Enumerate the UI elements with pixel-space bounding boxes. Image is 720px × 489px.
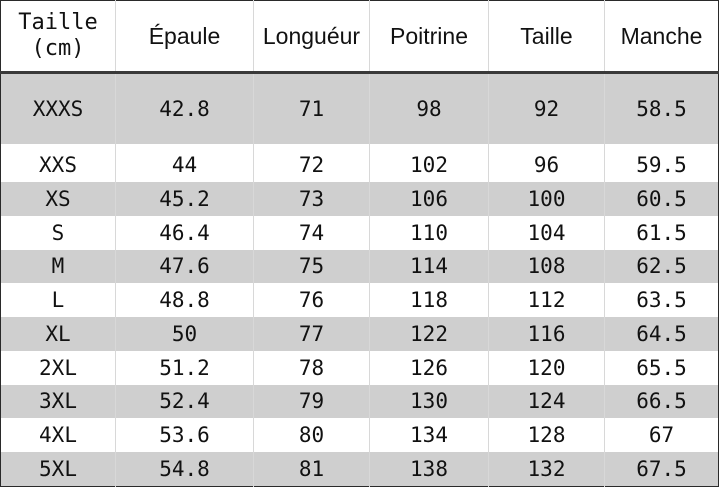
table-row <box>1 283 719 317</box>
header-size <box>1 1 116 73</box>
cell-sleeve: 63.5 <box>605 283 719 317</box>
cell-size: 4XL <box>1 418 116 452</box>
table-row <box>1 73 719 145</box>
cell-sleeve: 67 <box>605 418 719 452</box>
cell-chest: 134 <box>370 418 489 452</box>
cell-shoulder: 51.2 <box>116 351 254 385</box>
cell-sleeve: 67.5 <box>605 452 719 486</box>
header-size-unit: (cm) <box>31 36 85 61</box>
cell-chest: 118 <box>370 283 489 317</box>
cell-size: XXS <box>1 148 116 182</box>
cell-sleeve: 59.5 <box>605 148 719 182</box>
cell-waist: 116 <box>489 317 605 351</box>
cell-shoulder: 54.8 <box>116 452 254 486</box>
cell-size: XL <box>1 317 116 351</box>
cell-length: 71 <box>254 73 370 145</box>
header-size-label: Taille <box>18 10 98 35</box>
cell-size: M <box>1 250 116 284</box>
cell-waist: 120 <box>489 351 605 385</box>
table-body <box>1 73 719 487</box>
cell-waist: 100 <box>489 182 605 216</box>
cell-length: 78 <box>254 351 370 385</box>
cell-chest: 126 <box>370 351 489 385</box>
cell-waist: 96 <box>489 148 605 182</box>
cell-waist: 132 <box>489 452 605 486</box>
cell-length: 72 <box>254 148 370 182</box>
cell-chest: 122 <box>370 317 489 351</box>
cell-waist: 104 <box>489 216 605 250</box>
cell-sleeve: 65.5 <box>605 351 719 385</box>
table-row <box>1 385 719 419</box>
cell-shoulder: 45.2 <box>116 182 254 216</box>
table-row <box>1 351 719 385</box>
header-row <box>1 1 719 73</box>
cell-size: XXXS <box>1 73 116 145</box>
cell-length: 75 <box>254 250 370 284</box>
cell-size: 2XL <box>1 351 116 385</box>
cell-waist: 108 <box>489 250 605 284</box>
cell-length: 76 <box>254 283 370 317</box>
cell-length: 73 <box>254 182 370 216</box>
table-row <box>1 418 719 452</box>
cell-size: L <box>1 283 116 317</box>
cell-size: XS <box>1 182 116 216</box>
cell-shoulder: 52.4 <box>116 385 254 419</box>
header-shoulder: Épaule <box>116 1 254 73</box>
cell-sleeve: 61.5 <box>605 216 719 250</box>
header-waist: Taille <box>489 1 605 73</box>
cell-length: 74 <box>254 216 370 250</box>
cell-length: 80 <box>254 418 370 452</box>
cell-shoulder: 53.6 <box>116 418 254 452</box>
cell-shoulder: 42.8 <box>116 73 254 145</box>
cell-chest: 138 <box>370 452 489 486</box>
cell-waist: 128 <box>489 418 605 452</box>
cell-size: S <box>1 216 116 250</box>
cell-sleeve: 58.5 <box>605 73 719 145</box>
cell-sleeve: 62.5 <box>605 250 719 284</box>
table-row <box>1 317 719 351</box>
cell-size: 3XL <box>1 385 116 419</box>
cell-waist: 112 <box>489 283 605 317</box>
cell-shoulder: 44 <box>116 148 254 182</box>
cell-chest: 98 <box>370 73 489 145</box>
cell-shoulder: 50 <box>116 317 254 351</box>
cell-sleeve: 66.5 <box>605 385 719 419</box>
table-row <box>1 250 719 284</box>
table-row <box>1 148 719 182</box>
cell-chest: 110 <box>370 216 489 250</box>
table-row <box>1 216 719 250</box>
table-row <box>1 452 719 486</box>
cell-chest: 102 <box>370 148 489 182</box>
cell-length: 81 <box>254 452 370 486</box>
cell-length: 79 <box>254 385 370 419</box>
cell-waist: 124 <box>489 385 605 419</box>
cell-sleeve: 60.5 <box>605 182 719 216</box>
table-row <box>1 182 719 216</box>
cell-size: 5XL <box>1 452 116 486</box>
cell-shoulder: 46.4 <box>116 216 254 250</box>
header-sleeve: Manche <box>605 1 719 73</box>
header-chest: Poitrine <box>370 1 489 73</box>
cell-chest: 130 <box>370 385 489 419</box>
cell-shoulder: 48.8 <box>116 283 254 317</box>
cell-waist: 92 <box>489 73 605 145</box>
cell-length: 77 <box>254 317 370 351</box>
cell-sleeve: 64.5 <box>605 317 719 351</box>
header-length: Longuéur <box>254 1 370 73</box>
cell-shoulder: 47.6 <box>116 250 254 284</box>
cell-chest: 106 <box>370 182 489 216</box>
cell-chest: 114 <box>370 250 489 284</box>
